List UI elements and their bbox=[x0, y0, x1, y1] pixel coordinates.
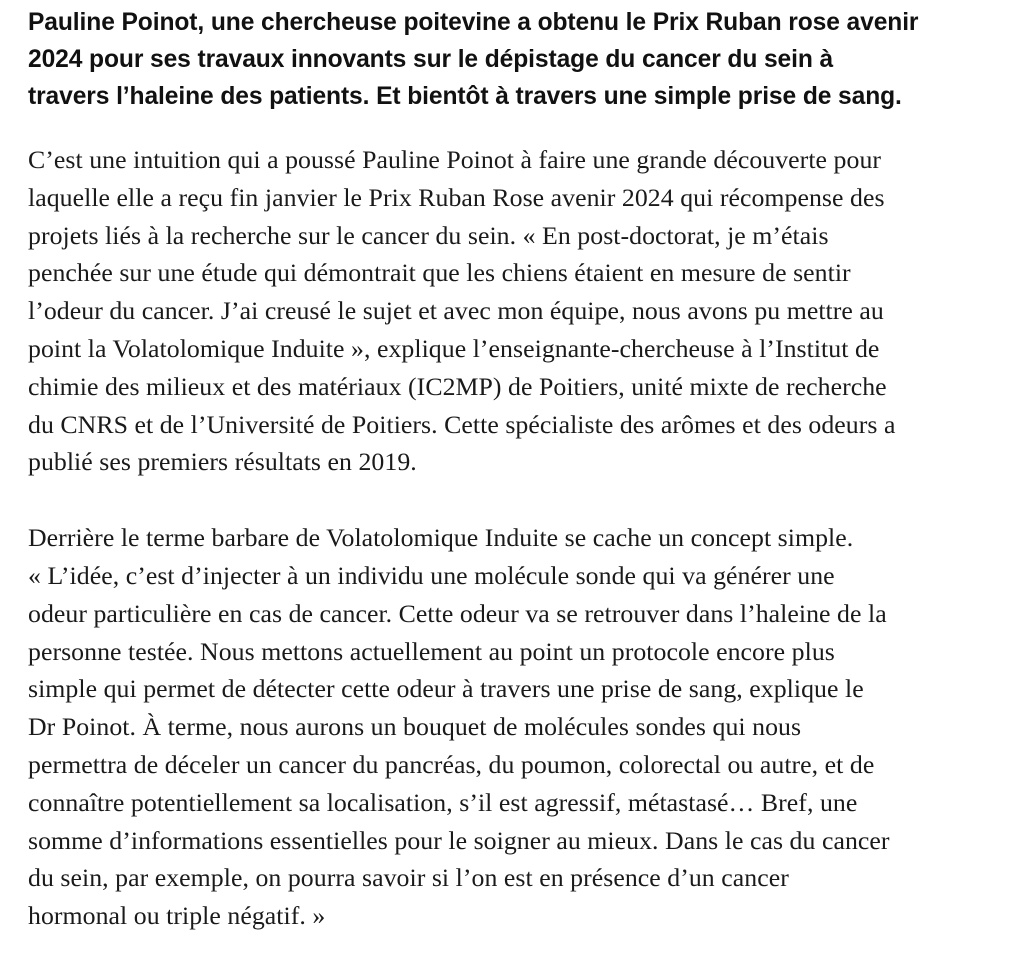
text-line: permettra de déceler un cancer du pancréas, du poumon, colorectal ou autre, et de bbox=[28, 749, 875, 779]
text-line: 2024 pour ses travaux innovants sur le dépistage du cancer du sein à bbox=[28, 46, 834, 73]
text-line: chimie des milieux et des matériaux (IC2MP) de Poitiers, unité mixte de recherche bbox=[28, 371, 887, 401]
text-line: hormonal ou triple négatif. » bbox=[28, 901, 326, 931]
article-lead bbox=[28, 0, 1008, 115]
text-line: C’est une intuition qui a poussé Pauline Poinot à faire une grande découverte pour bbox=[28, 145, 882, 174]
text-line: Pauline Poinot, une chercheuse poitevine a obtenu le Prix Ruban rose avenir bbox=[28, 9, 919, 36]
text-line: personne testée. Nous mettons actuellement au point un protocole encore plus bbox=[28, 636, 835, 666]
text-line: laquelle elle a reçu fin janvier le Prix Ruban Rose avenir 2024 qui récompense des bbox=[28, 182, 885, 212]
text-line: odeur particulière en cas de cancer. Cette odeur va se retrouver dans l’haleine de la bbox=[28, 598, 887, 628]
article bbox=[28, 0, 1008, 935]
text-line: publié ses premiers résultats en 2019. bbox=[28, 447, 417, 477]
text-line: Dr Poinot. À terme, nous aurons un bouquet de molécules sondes qui nous bbox=[28, 712, 802, 742]
text-line: travers l’haleine des patients. Et bientôt à travers une simple prise de sang. bbox=[28, 83, 902, 110]
text-line: projets liés à la recherche sur le cancer du sein. « En post-doctorat, je m’étais bbox=[28, 220, 829, 250]
text-line: simple qui permet de détecter cette odeur à travers une prise de sang, explique le bbox=[28, 674, 864, 704]
article-paragraph-1 bbox=[28, 141, 1008, 481]
text-line: connaître potentiellement sa localisation, s’il est agressif, métastasé… Bref, une bbox=[28, 787, 858, 817]
text-line: penchée sur une étude qui démontrait que les chiens étaient en mesure de sentir bbox=[28, 258, 851, 288]
text-line: « L’idée, c’est d’injecter à un individu une molécule sonde qui va générer une bbox=[28, 560, 835, 590]
text-line: du sein, par exemple, on pourra savoir si l’on est en présence d’un cancer bbox=[28, 863, 789, 893]
text-line: l’odeur du cancer. J’ai creusé le sujet et avec mon équipe, nous avons pu mettre au bbox=[28, 296, 884, 326]
text-line: du CNRS et de l’Université de Poitiers. Cette spécialiste des arômes et des odeurs a bbox=[28, 409, 896, 439]
text-line: Derrière le terme barbare de Volatolomique Induite se cache un concept simple. bbox=[28, 523, 854, 553]
article-paragraph-2 bbox=[28, 519, 1008, 935]
text-line: point la Volatolomique Induite », explique l’enseignante-chercheuse à l’Institut de bbox=[28, 333, 880, 363]
text-line: somme d’informations essentielles pour le soigner au mieux. Dans le cas du cancer bbox=[28, 825, 890, 855]
